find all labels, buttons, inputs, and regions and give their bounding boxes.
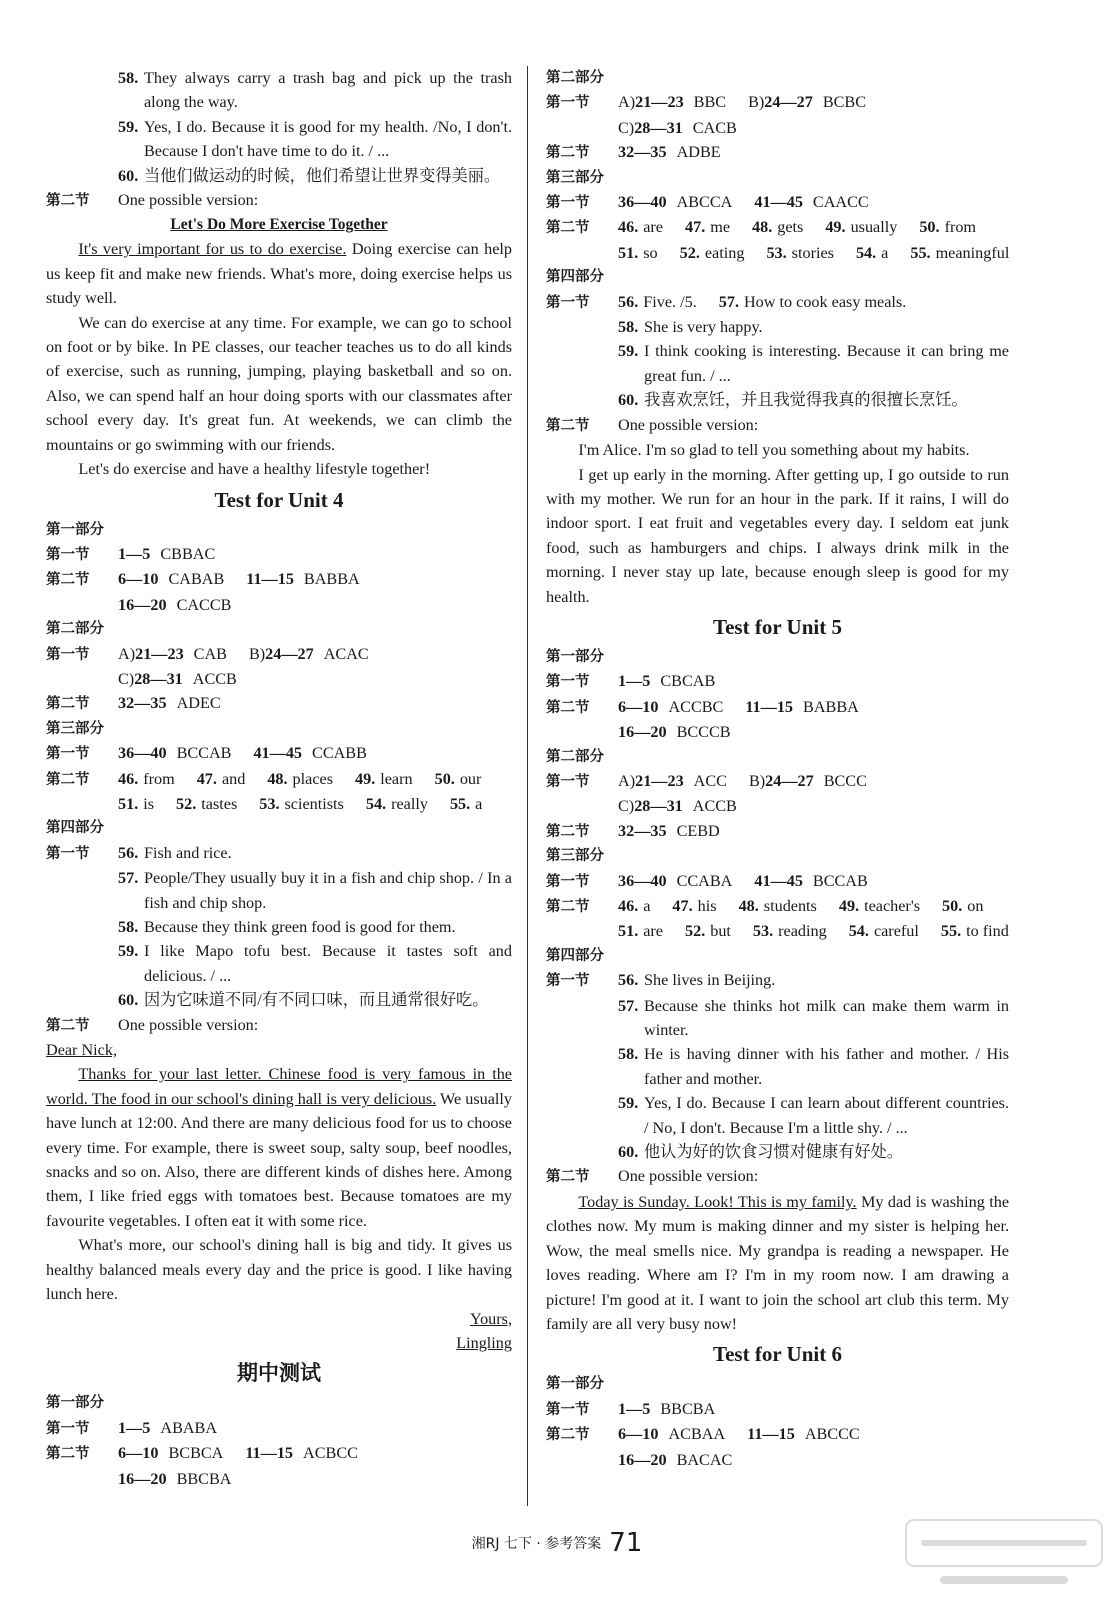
right-column — [546, 66, 1009, 1472]
answer-row: 16—20 BBCBA — [118, 1469, 232, 1488]
part-heading: 第二部分 — [46, 621, 104, 638]
essay-paragraph: We can do exercise at any time. For example, we can go to school on foot or by bike. In PE classes, our teacher teaches us to do all kinds of exercise, such as running, jumping, playing basketball and so on. Also, we can spend half an hour doing sports with our classmates after school every day. It's great fun. At weekends, we can climb the mountains or go swimming with our friends. — [46, 313, 512, 454]
answer-row: 第二节 6—10 ACCBC 11—15 BABBA — [546, 697, 859, 716]
answer-59: 59. Yes, I do. Because it is good for my health. /No, I don't. Because I don't have time to do it. / ... — [118, 117, 512, 161]
letter-paragraph: What's more, our school's dining hall is big and tidy. It gives us healthy balanced meals every day and the price is good. I like having lunch here. — [46, 1236, 512, 1304]
part-heading: 第四部分 — [46, 820, 104, 837]
answer-row: 第二节 32—35 ADEC — [46, 694, 221, 713]
answer-57: 57. Because she thinks hot milk can make them warm in winter. — [618, 996, 1009, 1040]
section-title: Test for Unit 6 — [713, 1342, 842, 1367]
answer-60: 60. 他认为好的饮食习惯对健康有好处。 — [618, 1143, 903, 1162]
essay-paragraph: Today is Sunday. Look! This is my family. My dad is washing the clothes now. My mum is making dinner and my sister is helping her. Wow, the meal smells nice. My grandpa is reading a newspaper. He loves reading. Where am I? I'm in my room now. I am drawing a picture! I'm good at it. I want to join the school art club this term. My family are all very busy now! — [546, 1192, 1010, 1333]
answer-row: 第一节 A)21—23 ACC B)24—27 BCCC — [546, 771, 867, 790]
answer-row: 第二节 6—10 CABAB 11—15 BABBA — [46, 570, 360, 589]
section-title: 期中测试 — [237, 1361, 321, 1386]
answer-row: 16—20 CACCB — [118, 595, 232, 614]
answer-60: 60. 我喜欢烹饪，并且我觉得我真的很擅长烹饪。 — [618, 391, 968, 410]
answer-58: 58. She is very happy. — [618, 318, 763, 337]
answer-row: 第一节 36—40 BCCAB 41—45 CCABB — [46, 744, 367, 763]
answer-row: 第二节 32—35 ADBE — [546, 143, 721, 162]
left-column — [46, 66, 512, 1491]
letter-signature: Lingling — [456, 1333, 512, 1352]
answer-row: C)28—31 ACCB — [118, 669, 237, 688]
answer-60: 60. 当他们做运动的时候，他们希望让世界变得美丽。 — [118, 166, 501, 185]
answer-row: 第一节 1—5 ABABA — [46, 1418, 218, 1437]
section-row: 第二节 One possible version: — [46, 191, 259, 210]
answer-59: 59. Yes, I do. Because I can learn about different countries. / No, I don't. Because I'm a little shy. / ... — [618, 1094, 1009, 1137]
part-heading: 第三部分 — [46, 720, 104, 737]
part-heading: 第二部分 — [546, 70, 604, 86]
answer-59: 59. I think cooking is interesting. Because it can bring me great fun. / ... — [618, 342, 1009, 385]
answer-row: 第一节 1—5 BBCBA — [546, 1399, 716, 1418]
answer-row: 第二节 46. are 47. me 48. gets 49. usually 50. from — [546, 218, 977, 237]
answer-row: 第二节 46. a 47. his 48. students 49. teacher's 50. on — [546, 897, 984, 915]
answer-row: 第二节 32—35 CEBD — [546, 821, 720, 840]
column-divider — [527, 66, 528, 1506]
answer-row: 51. is 52. tastes 53. scientists 54. really 55. a — [118, 794, 483, 813]
answer-56: 第一节 56. She lives in Beijing. — [546, 971, 776, 990]
part-heading: 第一部分 — [546, 1376, 604, 1393]
answer-row: 51. are 52. but 53. reading 54. careful 55. to find — [618, 922, 1009, 941]
answer-row: 第一节 A)21—23 BBC B)24—27 BCBC — [546, 93, 867, 112]
section-title: Test for Unit 4 — [214, 487, 344, 512]
answer-row: 16—20 BCCCB — [618, 723, 731, 742]
part-heading: 第四部分 — [546, 269, 604, 286]
essay-paragraph: I get up early in the morning. After getting up, I go outside to run with my mother. We run for an hour in the park. If it rains, I will do indoor sport. I eat fruit and vegetables every day. I seldom eat junk food, such as hamburgers and chips. I always drink milk in the morning. I never stay up late, because enough sleep is good for my health. — [546, 465, 1009, 606]
answer-row: 第一节 36—40 CCABA 41—45 BCCAB — [546, 871, 868, 890]
answer-57: 57. People/They usually buy it in a fish and chip shop. / In a fish and chip shop. — [118, 869, 512, 912]
part-heading: 第四部分 — [546, 947, 604, 964]
section-row: 第二节 One possible version: — [546, 415, 759, 434]
essay-paragraph: It's very important for us to do exercise. Doing exercise can help us keep fit and make new friends. What's more, doing exercise helps us study well. — [46, 240, 512, 308]
answer-row: C)28—31 ACCB — [618, 797, 737, 816]
part-heading: 第三部分 — [546, 848, 604, 865]
section-row: 第二节 One possible version: — [546, 1167, 759, 1186]
answer-row: 第一节 36—40 ABCCA 41—45 CAACC — [546, 193, 869, 212]
part-heading: 第二部分 — [546, 748, 604, 765]
section-row: 第二节 One possible version: — [46, 1015, 259, 1034]
part-heading: 第一部分 — [546, 648, 604, 665]
answer-row: 第二节 6—10 BCBCA 11—15 ACBCC — [46, 1444, 358, 1463]
answer-58: 58. Because they think green food is good for them. — [118, 918, 456, 936]
answer-row: 第二节 46. from 47. and 48. places 49. learn 50. our — [46, 769, 482, 788]
answer-row: 第一节 1—5 CBBAC — [46, 544, 216, 563]
watermark-logo — [904, 1516, 1104, 1596]
answer-56: 第一节 56. Fish and rice. — [46, 843, 232, 862]
part-heading: 第一部分 — [46, 1395, 104, 1412]
page-number: 71 — [609, 1528, 643, 1558]
answer-row: C)28—31 CACB — [618, 118, 737, 137]
answer-59: 59. I like Mapo tofu best. Because it tastes soft and delicious. / ... — [118, 942, 512, 985]
letter-greeting: Dear Nick, — [46, 1041, 118, 1060]
answer-60: 60. 因为它味道不同/有不同口味，而且通常很好吃。 — [118, 991, 489, 1010]
answer-row: 51. so 52. eating 53. stories 54. a 55. meaningful — [618, 243, 1010, 262]
part-heading: 第一部分 — [46, 521, 104, 538]
essay-title: Let's Do More Exercise Together — [170, 216, 388, 234]
answer-row: 16—20 BACAC — [618, 1450, 733, 1469]
answer-row: 第一节 1—5 CBCAB — [546, 672, 716, 691]
essay-paragraph: I'm Alice. I'm so glad to tell you something about my habits. — [578, 441, 970, 460]
letter-closing: Yours, — [470, 1309, 512, 1328]
essay-paragraph: Let's do exercise and have a healthy lifestyle together! — [78, 460, 431, 479]
footer-label: 湘RJ 七下 · 参考答案 — [471, 1536, 602, 1552]
letter-paragraph: Thanks for your last letter. Chinese food is very famous in the world. The food in our school's dining hall is very delicious. We usually have lunch at 12:00. And there are many delicious food for us to choose every time. For example, there is sweet soup, salty soup, beef noodles, snacks and so on. Also, there are different kinds of dishes here. Among them, I like fried eggs with tomatoes best. Because tomatoes are my favourite vegetables. I often eat it with some rice. — [46, 1065, 512, 1230]
answer-row: 第二节 6—10 ACBAA 11—15 ABCCC — [546, 1425, 860, 1444]
part-heading: 第三部分 — [546, 169, 604, 186]
answer-row: 第一节 A)21—23 CAB B)24—27 ACAC — [46, 644, 369, 663]
answer-58: 58. They always carry a trash bag and pick up the trash along the way. — [118, 69, 512, 112]
answer-58: 58. He is having dinner with his father and mother. / His father and mother. — [618, 1045, 1009, 1088]
answer-56-57: 第一节 56. Five. /5. 57. How to cook easy meals. — [546, 292, 907, 311]
section-title: Test for Unit 5 — [713, 614, 842, 639]
